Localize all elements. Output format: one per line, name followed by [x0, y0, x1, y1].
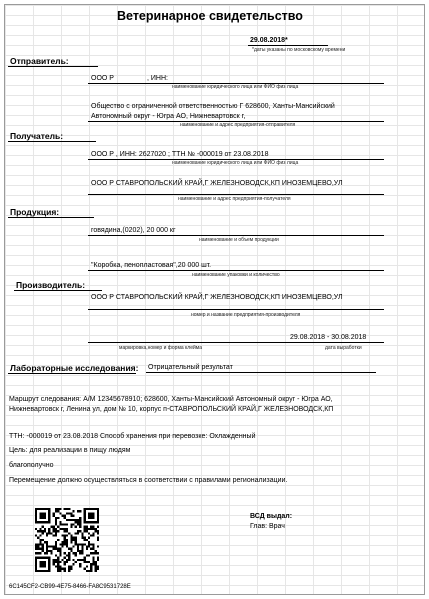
lab-result-line: [146, 372, 376, 373]
regionalization-note: Перемещение должно осуществляться в соответствии с правилами регионализации.: [9, 477, 288, 484]
sender-enterprise-line2: Автономный округ - Югра АО, Нижневартовск г,: [91, 113, 246, 120]
receiver-company-line: ООО Р , ИНН: 2627020 ; ТТН № -000019 от 23.08.2018: [91, 151, 269, 158]
epizootic-status: благополучно: [9, 462, 54, 469]
qr-code: [35, 508, 99, 572]
receiver-enterprise-line: [88, 194, 384, 195]
lab-header-underline: [8, 373, 136, 374]
document-title: Ветеринарное свидетельство: [117, 9, 303, 23]
issue-date-underline: [248, 45, 328, 46]
marking-caption: маркировка,номер и форма клейма: [119, 345, 203, 351]
product-header: Продукция:: [10, 207, 60, 217]
marking-line: [88, 342, 384, 343]
sender-inn: , ИНН:: [147, 75, 168, 82]
receiver-header: Получатель:: [10, 131, 64, 141]
product-package-line: [88, 270, 384, 271]
ttn-storage-line: ТТН: -000019 от 23.08.2018 Способ хранения при перевозке: Охлажденный: [9, 433, 256, 440]
product-name: говядина,(0202), 20 000 кг: [91, 227, 176, 234]
receiver-enterprise: ООО Р СТАВРОПОЛЬСКИЙ КРАЙ,Г ЖЕЛЕЗНОВОДСК,КП ИНОЗЕМЦЕВО,УЛ: [91, 180, 343, 187]
document-uuid: 6C145CF2-CB99-4E75-8466-FA8C9531728E: [9, 584, 131, 590]
sender-enterprise-caption: наименование и адрес предприятия-отправителя: [180, 122, 296, 128]
product-name-line: [88, 235, 384, 236]
date-note: *даты указаны по московскому времени: [252, 47, 346, 53]
producer-header: Производитель:: [16, 280, 86, 290]
purpose-line: Цель: для реализации в пищу людям: [9, 447, 131, 454]
issuer-header: ВСД выдал:: [250, 513, 293, 520]
issuer-position: Глав: Врач: [250, 523, 285, 530]
lab-result: Отрицательный результат: [148, 364, 233, 371]
route-line2: Нижневартовск г, Ленина ул, дом № 10, корпус п-СТАВРОПОЛЬСКИЙ КРАЙ,Г ЖЕЛЕЗНОВОДСК,КП: [9, 406, 334, 413]
route-line1: Маршрут следования: А/М 12345678910; 628600, Ханты-Мансийский Автономный округ - Югра АО,: [9, 396, 333, 403]
producer-caption: номер и название предприятия-производителя: [191, 312, 301, 318]
sender-enterprise-line1: Общество с ограниченной ответственностью Г 628600, Ханты-Мансийский: [91, 103, 335, 110]
lab-header: Лабораторные исследования:: [10, 363, 139, 373]
sender-company: ООО Р: [91, 75, 114, 82]
production-dates: 29.08.2018 - 30.08.2018: [290, 334, 367, 341]
receiver-enterprise-caption: наименование и адрес предприятия-получателя: [178, 196, 291, 202]
qr-code-modules: [35, 508, 99, 572]
sender-header-underline: [8, 66, 98, 67]
issue-date: 29.08.2018*: [250, 37, 288, 44]
producer-name-line: [88, 309, 384, 310]
production-dates-caption: дата выработки: [325, 345, 362, 351]
product-package-caption: наименование упаковки и количество: [192, 272, 280, 278]
product-package: "Коробка, пенопластовая",20 000 шт.: [91, 262, 212, 269]
receiver-name-caption: наименование юридического лица или ФИО физ лица: [172, 160, 299, 166]
sender-header: Отправитель:: [10, 56, 69, 66]
producer-line: ООО Р СТАВРОПОЛЬСКИЙ КРАЙ,Г ЖЕЛЕЗНОВОДСК,КП ИНОЗЕМЦЕВО,УЛ: [91, 294, 343, 301]
producer-header-underline: [14, 290, 102, 291]
product-name-caption: наименование и объем продукции: [199, 237, 279, 243]
sender-name-caption: наименование юридического лица или ФИО физ лица: [172, 84, 299, 90]
product-header-underline: [8, 217, 94, 218]
receiver-header-underline: [8, 141, 96, 142]
